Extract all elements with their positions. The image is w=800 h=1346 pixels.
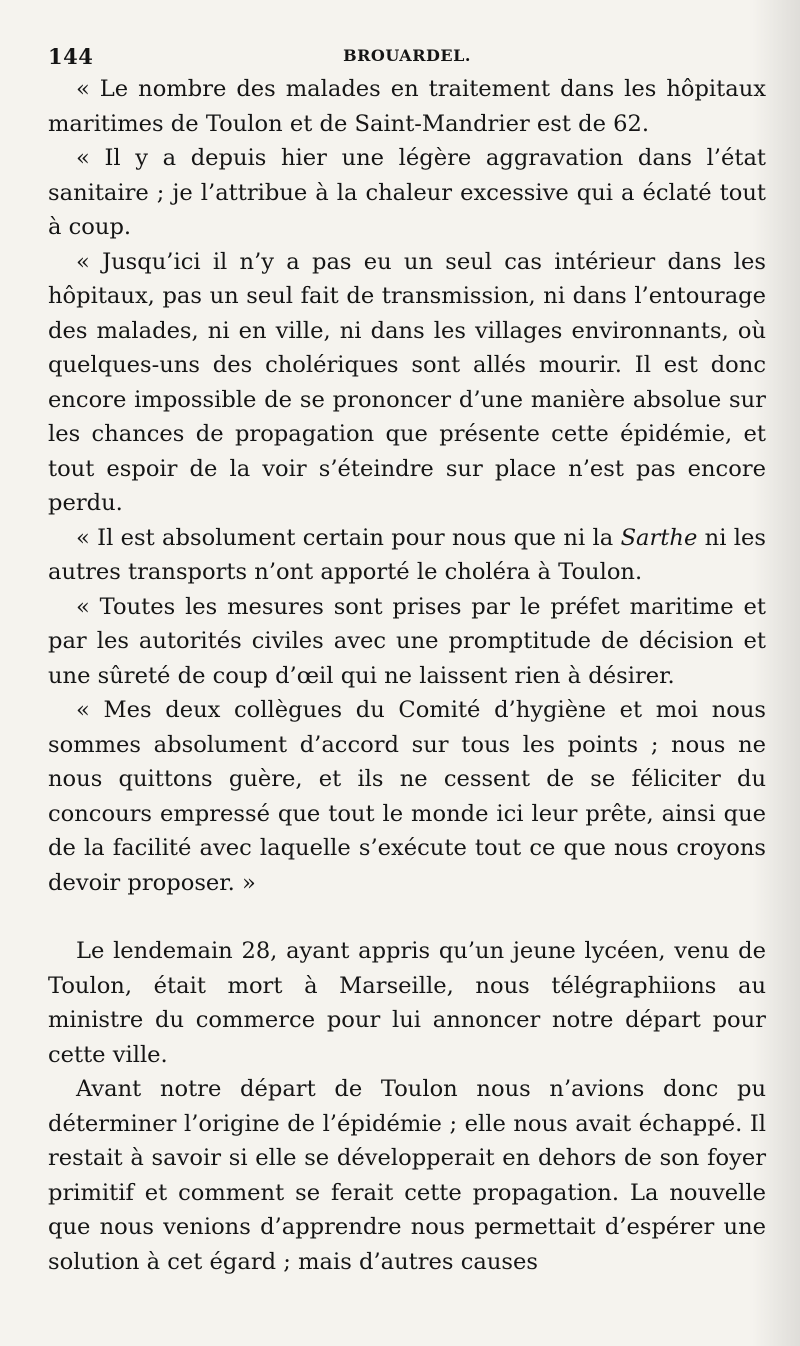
ship-name: Sarthe — [620, 524, 698, 551]
paragraph-4 — [48, 521, 766, 590]
paragraph-1: « Le nombre des malades en traitement dans les hôpitaux maritimes de Toulon et de Saint-Mandrier est de 62. — [48, 76, 766, 137]
body-text — [48, 72, 766, 1279]
page-number: 144 — [48, 44, 94, 69]
running-head — [48, 30, 766, 70]
running-title: BROUARDEL. — [343, 46, 471, 65]
paragraph-3: « Jusqu’ici il n’y a pas eu un seul cas intérieur dans les hôpitaux, pas un seul fait de transmission, ni dans l’entourage des malades, ni en ville, ni dans les villages environnants, où quelques-uns des cholériques sont allés mourir. Il est donc encore impossible de se prononcer d’une manière absolue sur les chances de propagation que présente cette épidémie, et tout espoir de la voir s’éteindre sur place n’est pas encore perdu. — [48, 248, 766, 516]
paragraph-2: « Il y a depuis hier une légère aggravation dans l’état sanitaire ; je l’attribue à la chaleur excessive qui a éclaté tout à coup. — [48, 145, 766, 240]
paragraph-4-start: « Il est absolument certain pour nous que ni la — [76, 524, 621, 551]
paragraph-6: « Mes deux collègues du Comité d’hygiène et moi nous sommes absolument d’accord sur tous les points ; nous ne nous quittons guère, et ils ne cessent de se féliciter du concours empressé que tout le monde ici leur prête, ainsi que de la facilité avec laquelle s’exécute tout ce que nous croyons devoir proposer. » — [48, 697, 766, 896]
paragraph-8: Avant notre départ de Toulon nous n’avions donc pu déterminer l’origine de l’épidémie ; elle nous avait échappé. Il restait à savoir si elle se développerait en dehors de son foyer primitif et comment se ferait cette propagation. La nouvelle que nous venions d’apprendre nous permettait d’espérer une solution à cet égard ; mais d’autres causes — [48, 1076, 766, 1275]
paragraph-5: « Toutes les mesures sont prises par le préfet maritime et par les autorités civiles avec une promptitude de décision et une sûreté de coup d’œil qui ne laissent rien à désirer. — [48, 593, 766, 689]
paragraph-7: Le lendemain 28, ayant appris qu’un jeune lycéen, venu de Toulon, était mort à Marseille, nous télégraphiions au ministre du commerce pour lui annoncer notre départ pour cette ville. — [48, 938, 766, 1068]
paragraph-4-end: ni les autres transports n’ont apporté le choléra à Toulon. — [48, 524, 766, 585]
